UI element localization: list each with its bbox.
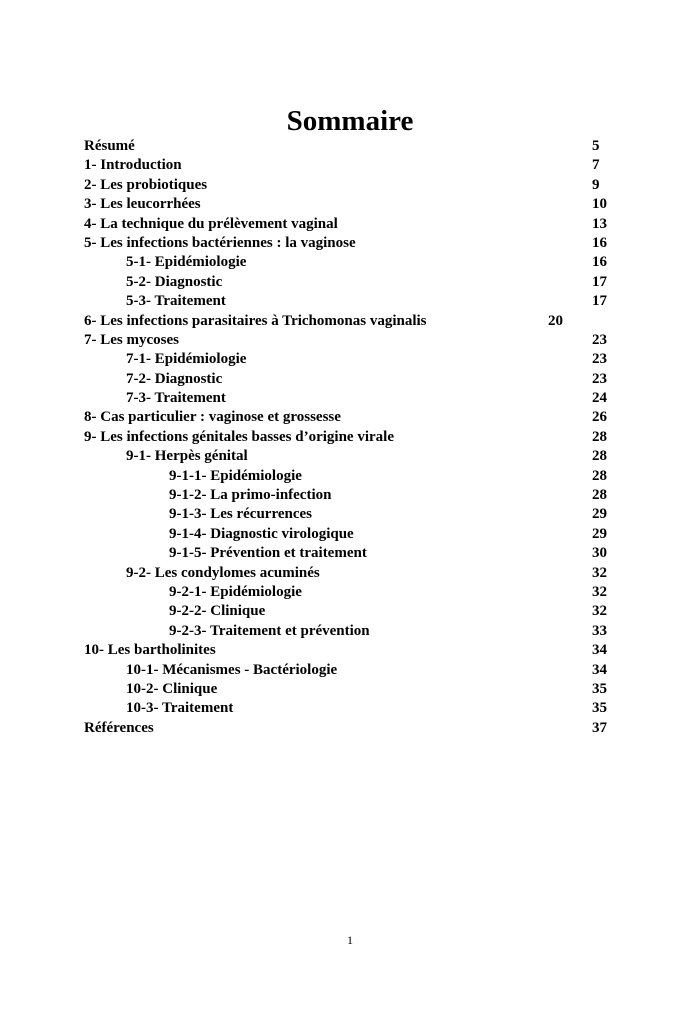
toc-entry-page: 23 [592,331,607,348]
toc-entry-8 [84,408,624,427]
toc-entry-label: 7- Les mycoses [84,331,179,348]
toc-entry-label: 10-1- Mécanismes - Bactériologie [126,661,338,678]
toc-entry-label: 3- Les leucorrhées [84,196,201,213]
toc-entry-label: 9-1-2- La primo-infection [169,487,332,504]
toc-entry-page: 32 [592,583,607,600]
toc-entry-references [84,719,624,738]
toc-entry-page: 29 [592,525,607,542]
toc-entry-6 [84,312,624,331]
toc-entry-label: 4- La technique du prélèvement vaginal [84,215,338,232]
toc-entry-1 [84,156,624,175]
toc-entry-label: 9-1-4- Diagnostic virologique [169,525,354,542]
toc-entry-page: 34 [592,661,607,678]
toc-entry-9-1-3 [84,505,624,524]
toc-entry-7-2 [84,370,624,389]
toc-entry-5-1 [84,253,624,272]
toc-entry-page: 17 [592,273,607,290]
toc-entry-page: 30 [592,545,607,562]
toc-entry-page: 20 [548,312,563,329]
toc-entry-page: 35 [592,680,607,697]
toc-entry-label: Références [84,719,154,736]
toc-entry-label: 7-3- Traitement [126,390,226,407]
toc-entry-page: 7 [592,157,600,174]
toc-entry-label: 9-1-3- Les récurrences [169,506,312,523]
toc-entry-9-1-2 [84,486,624,505]
toc-entry-label: 10-3- Traitement [126,700,234,717]
toc-entry-page: 28 [592,428,607,445]
page-number: 1 [347,933,353,947]
toc-entry-9-1-4 [84,525,624,544]
toc-entry-label: 6- Les infections parasitaires à Trichomonas vaginalis [84,312,427,329]
toc-entry-10-2 [84,680,624,699]
toc-entry-page: 37 [592,719,607,736]
toc-entry-10-3 [84,699,624,718]
toc-entry-page: 26 [592,409,607,426]
toc-entry-label: 5- Les infections bactériennes : la vaginose [84,234,356,251]
toc-entry-page: 9 [592,176,600,193]
toc-entry-9-1-1 [84,467,624,486]
toc-entry-label: 10-2- Clinique [126,680,218,697]
toc-entry-7-3 [84,389,624,408]
toc-entry-page: 16 [592,234,607,251]
toc-entry-9-2-3 [84,622,624,641]
toc-entry-label: 9-1- Herpès génital [126,448,248,465]
toc-entry-label: 9-1-1- Epidémiologie [169,467,302,484]
toc-entry-label: 7-1- Epidémiologie [126,351,247,368]
toc-entry-page: 13 [592,215,607,232]
toc-entry-page: 35 [592,700,607,717]
toc-entry-label: 9-2-2- Clinique [169,603,266,620]
toc-entry-page: 24 [592,390,607,407]
toc-entry-5-2 [84,273,624,292]
toc-entry-page: 28 [592,448,607,465]
toc-entry-page: 28 [592,487,607,504]
toc-entry-10 [84,641,624,660]
toc-entry-resume [84,137,624,156]
toc-entry-label: 2- Les probiotiques [84,176,208,193]
toc-entry-7-1 [84,350,624,369]
toc-entry-page: 17 [592,293,607,310]
toc-entry-9-2-2 [84,602,624,621]
toc-entry-page: 16 [592,254,607,271]
toc-entry-label: 9-2- Les condylomes acuminés [126,564,320,581]
toc-entry-9-1-5 [84,544,624,563]
toc-entry-2 [84,176,624,195]
toc-entry-label: 9-1-5- Prévention et traitement [169,545,367,562]
toc-entry-3 [84,195,624,214]
toc-entry-label: Résumé [84,138,135,154]
toc-entry-10-1 [84,661,624,680]
toc-entry-page: 5 [592,138,600,154]
toc-entry-label: 9- Les infections génitales basses d’origine virale [84,428,394,445]
toc-entry-page: 32 [592,564,607,581]
toc-entry-9-2 [84,564,624,583]
toc-entry-page: 10 [592,196,607,213]
toc-entry-9 [84,428,624,447]
page-title: Sommaire [286,105,414,137]
toc-entry-label: 5-3- Traitement [126,293,226,310]
toc-entry-page: 34 [592,642,607,659]
toc-entry-label: 9-2-1- Epidémiologie [169,583,302,600]
toc-entry-label: 8- Cas particulier : vaginose et grossesse [84,409,341,426]
toc-entry-5-3 [84,292,624,311]
toc-entry-7 [84,331,624,350]
toc-entry-4 [84,215,624,234]
toc-entry-label: 7-2- Diagnostic [126,370,223,387]
toc-entry-label: 9-2-3- Traitement et prévention [169,622,370,639]
toc-entry-page: 23 [592,370,607,387]
toc-entry-label: 1- Introduction [84,157,182,174]
toc-entry-label: 10- Les bartholinites [84,642,216,659]
toc-entry-page: 33 [592,622,607,639]
toc-entry-label: 5-2- Diagnostic [126,273,223,290]
toc-entry-page: 29 [592,506,607,523]
toc-entry-page: 28 [592,467,607,484]
toc-entry-9-1 [84,447,624,466]
toc-entry-label: 5-1- Epidémiologie [126,254,247,271]
table-of-contents [84,137,624,738]
toc-entry-5 [84,234,624,253]
toc-entry-9-2-1 [84,583,624,602]
toc-entry-page: 32 [592,603,607,620]
toc-entry-page: 23 [592,351,607,368]
